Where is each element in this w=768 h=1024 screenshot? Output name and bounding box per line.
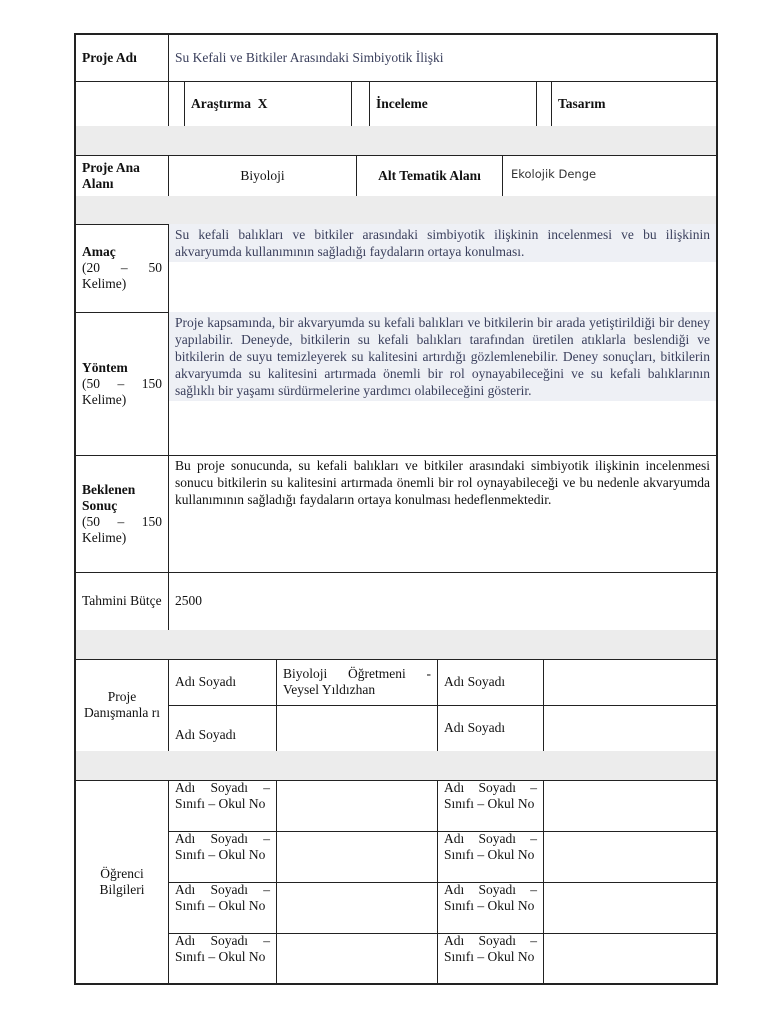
method-label-cell (76, 312, 168, 455)
purpose-label: Amaç (82, 244, 116, 259)
advisor-name-3 (276, 705, 437, 751)
advisor-name-2 (543, 659, 716, 705)
student-label-4b: Adı Soyadı – Sınıfı – Okul No (437, 933, 543, 983)
purpose-row (76, 224, 716, 313)
main-area-row (76, 155, 716, 197)
student-label-2a: Adı Soyadı – Sınıfı – Okul No (175, 831, 270, 862)
student-row-1 (169, 780, 716, 832)
spacer-4 (76, 751, 716, 781)
advisor-name-4 (543, 705, 716, 751)
type-review (369, 81, 536, 126)
result-label: Beklenen Sonuç (82, 481, 136, 513)
method-row (76, 312, 716, 456)
purpose-text: Su kefali balıkları ve bitkiler arasındaki simbiyotik ilişkinin incelenmesi ve bu ilişkinin akvaryumda kullanımının sağladığı faydaların ortaya konulması. (169, 224, 716, 262)
advisor-name-label-1: Adı Soyadı (175, 674, 237, 689)
spacer-2 (76, 196, 716, 225)
method-cell (168, 312, 716, 455)
type-research (184, 81, 351, 126)
student-row-4 (169, 933, 716, 983)
student-label-3b: Adı Soyadı – Sınıfı – Okul No (437, 882, 543, 933)
type-design (551, 81, 716, 126)
students-row (76, 780, 716, 983)
student-label-1a: Adı Soyadı – Sınıfı – Okul No (175, 780, 270, 811)
project-type-empty (76, 81, 168, 126)
result-row (76, 455, 716, 573)
sub-area-label: Alt Tematik Alanı (356, 155, 502, 196)
sub-area-value: Ekolojik Denge (502, 155, 716, 196)
advisor-row-2 (169, 705, 716, 751)
student-label-4a: Adı Soyadı – Sınıfı – Okul No (175, 933, 270, 964)
project-type-row (76, 81, 716, 127)
student-value-3b (543, 882, 716, 933)
method-text: Proje kapsamında, bir akvaryumda su kefali balıkları ve bitkilerin bir arada yetiştirildiği bir deney yapılabilir. Deneyde, bitkilerin su kefali balıkları tarafından üretilen atıklarla beslendiği ve bitkilerin de suyu temizleyerek su kalitesini artırdığı gözlemlenebilir. Deney sonuçları, bitkilerin akvaryumda su kalitesini artırmada önemli bir rol oynayabileceğini ve su kefali balıklarının sağlıklı bir yaşamı sürdürmelerine yardımcı olabileceğini gösterir. (169, 312, 716, 401)
result-label-cell (76, 455, 168, 572)
student-value-3a (276, 882, 437, 933)
main-area-label: Proje Ana Alanı (82, 159, 140, 191)
advisor-name-label-3: Adı Soyadı (175, 727, 237, 742)
student-value-1b (543, 780, 716, 831)
advisors-row (76, 659, 716, 752)
project-form (74, 33, 718, 985)
student-value-4a (276, 933, 437, 983)
result-cell (168, 455, 716, 572)
type-box-2 (351, 81, 369, 126)
purpose-cell (168, 224, 716, 312)
student-label-2b: Adı Soyadı – Sınıfı – Okul No (437, 831, 543, 882)
project-name-row (76, 35, 716, 82)
advisor-name-1: Biyoloji Öğretmeni - Veysel Yıldızhan (276, 659, 437, 705)
student-value-4b (543, 933, 716, 983)
type-review-label: İnceleme (376, 95, 428, 111)
student-value-2a (276, 831, 437, 882)
advisor-name-label-4: Adı Soyadı (437, 705, 543, 751)
type-research-label: Araştırma (191, 95, 251, 111)
advisor-row-1 (169, 659, 716, 706)
budget-row (76, 572, 716, 631)
type-box-1 (168, 81, 184, 126)
type-research-mark: X (257, 95, 268, 111)
budget-value: 2500 (168, 572, 716, 630)
spacer-1 (76, 126, 716, 156)
student-value-2b (543, 831, 716, 882)
spacer-3 (76, 630, 716, 660)
student-label-1b: Adı Soyadı – Sınıfı – Okul No (437, 780, 543, 831)
main-area-value: Biyoloji (168, 155, 356, 196)
project-name-value: Su Kefali ve Bitkiler Arasındaki Simbiyotik İlişki (168, 35, 716, 81)
budget-label: Tahmini Bütçe (82, 593, 162, 608)
type-design-label: Tasarım (558, 95, 606, 111)
advisors-grid (168, 659, 716, 751)
student-row-2 (169, 831, 716, 883)
student-row-3 (169, 882, 716, 934)
advisor-name-label-2: Adı Soyadı (437, 659, 543, 705)
method-note: (50 – 150 Kelime) (82, 375, 162, 407)
students-grid (168, 780, 716, 983)
purpose-note: (20 – 50 Kelime) (82, 260, 162, 291)
advisors-label: Proje Danışmanla rı (83, 689, 161, 720)
student-value-1a (276, 780, 437, 831)
method-label: Yöntem (82, 359, 128, 375)
result-note: (50 – 150 Kelime) (82, 513, 162, 545)
result-text: Bu proje sonucunda, su kefali balıkları ve bitkiler arasındaki simbiyotik ilişkinin incelenmesi sonucu bitkilerin su kalitesini artırmada önemli bir rol oynayabileceği ve bu nedenle akvaryumda kullanımının sağladığı faydaların ortaya konulması hedeflenmektedir. (175, 458, 710, 507)
students-label: Öğrenci Bilgileri (99, 865, 145, 897)
student-label-3a: Adı Soyadı – Sınıfı – Okul No (175, 882, 270, 913)
type-box-3 (536, 81, 551, 126)
purpose-label-cell (76, 224, 168, 312)
project-name-label: Proje Adı (82, 50, 137, 65)
